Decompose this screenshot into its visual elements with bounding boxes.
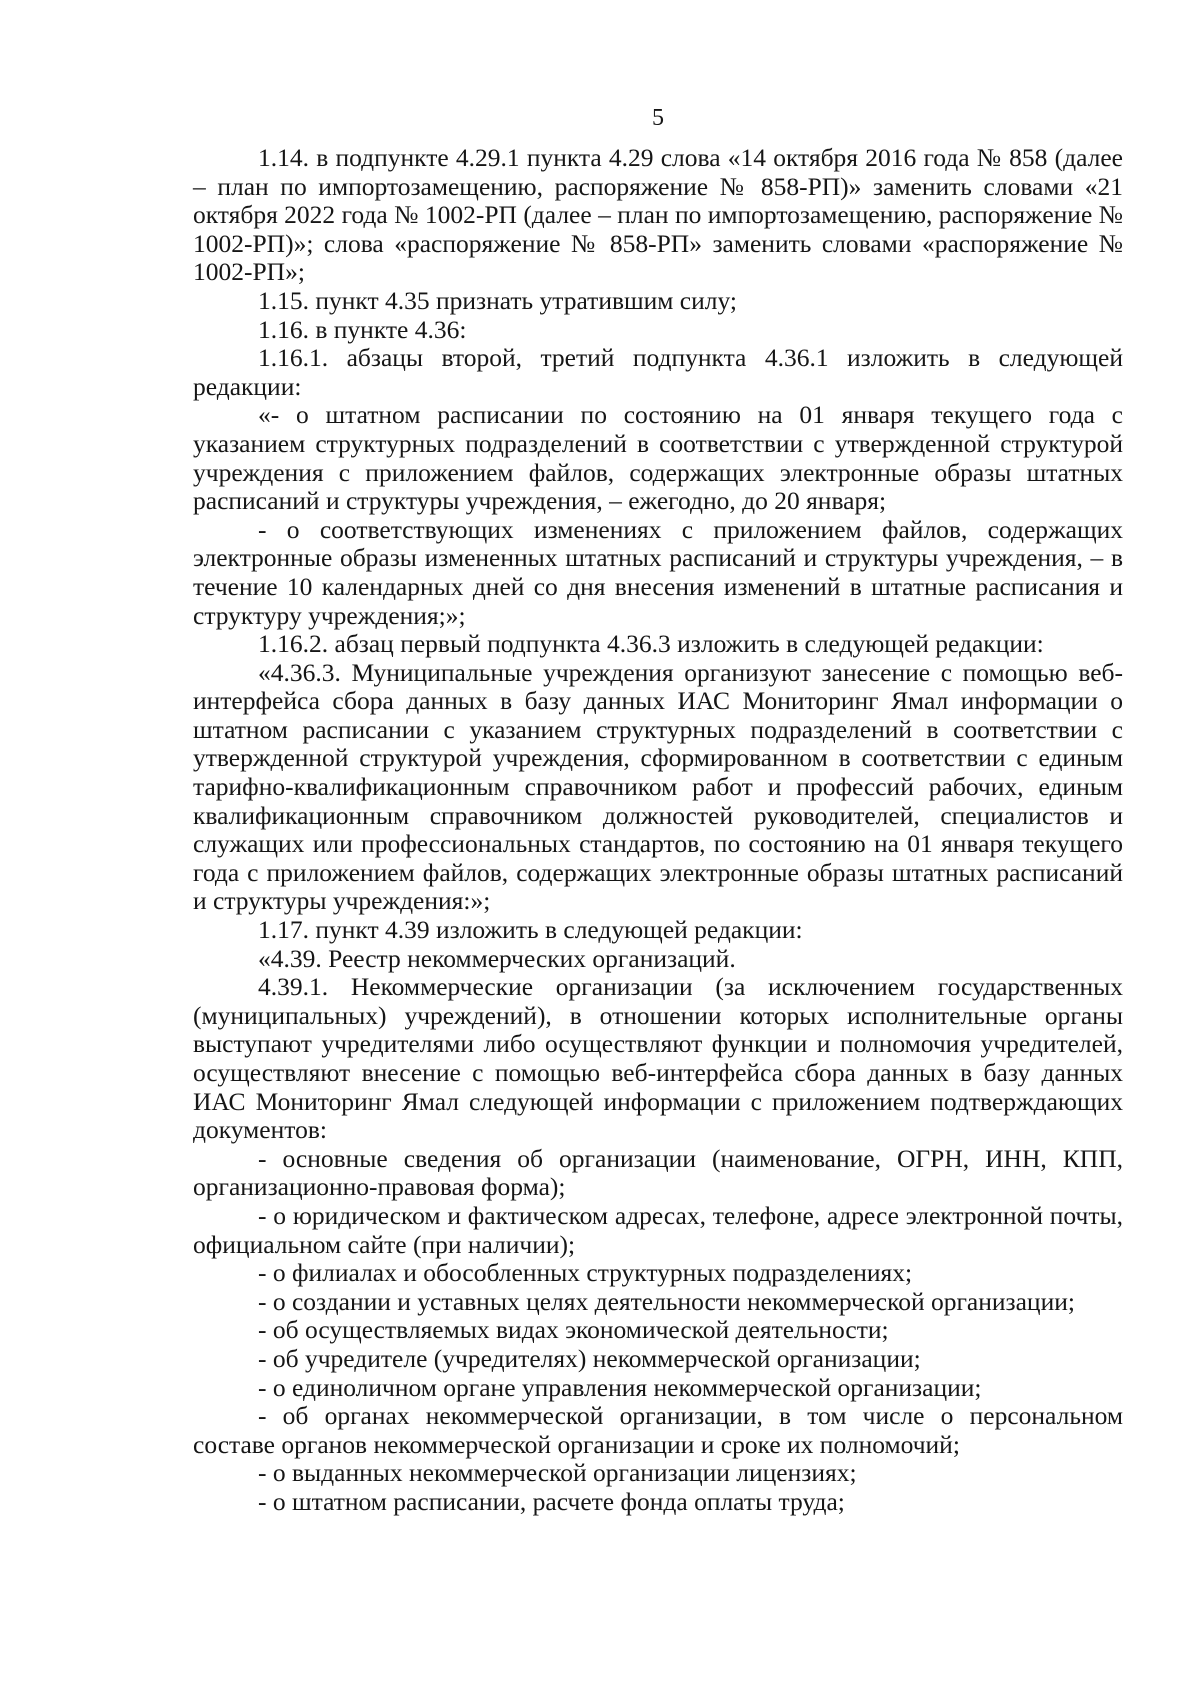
paragraph-quote-staffing: «- о штатном расписании по состоянию на 01 января текущего года с указанием структурных подразделений в соответствии с утвержденной структурой учреждения с приложением файлов, содержащих электронные образы штатных расписаний и структуры учреждения, – ежегодно, до 20 января; xyxy=(193,400,1123,516)
paragraph-4-36-3: «4.36.3. Муниципальные учреждения организуют занесение с помощью веб-интерфейса сбора данных в базу данных ИАС Мониторинг Ямал информации о штатном расписании с указанием структурных подразделений в соответствии с утвержденной структурой учреждения, сформированном в соответствии с единым тарифно-квалификационным справочником работ и профессий рабочих, единым квалификационным справочником должностей руководителей, специалистов и служащих или профессиональных стандартов, по состоянию на 01 января текущего года с приложением файлов, содержащих электронные образы штатных расписаний и структуры учреждения:»; xyxy=(193,657,1123,916)
list-item-executive-body: - о единоличном органе управления некоммерческой организации; xyxy=(258,1372,982,1402)
page-number: 5 xyxy=(652,105,664,131)
paragraph-4-39-1: 4.39.1. Некоммерческие организации (за исключением государственных (муниципальных) учреждений), в отношении которых исполнительные органы выступают учредителями либо осуществляют функции и полномочия учредителей, осуществляют внесение с помощью веб-интерфейса сбора данных в базу данных ИАС Мониторинг Ямал следующей информации с приложением подтверждающих документов: xyxy=(193,972,1123,1145)
paragraph-1-16-1: 1.16.1. абзацы второй, третий подпункта 4.36.1 изложить в следующей редакции: xyxy=(193,343,1123,401)
list-item-founders: - об учредителе (учредителях) некоммерческой организации; xyxy=(258,1343,921,1373)
list-item-branches: - о филиалах и обособленных структурных подразделениях; xyxy=(258,1258,913,1288)
paragraph-1-16-2: 1.16.2. абзац первый подпункта 4.36.3 изложить в следующей редакции: xyxy=(258,629,1044,659)
list-item-goals: - о создании и уставных целях деятельности некоммерческой организации; xyxy=(258,1286,1075,1316)
list-item-basic-info: - основные сведения об организации (наименование, ОГРН, ИНН, КПП, организационно-правовая форма); xyxy=(193,1143,1123,1202)
list-item-addresses: - о юридическом и фактическом адресах, телефоне, адресе электронной почты, официальном сайте (при наличии); xyxy=(193,1200,1123,1259)
paragraph-1-17: 1.17. пункт 4.39 изложить в следующей редакции: xyxy=(258,915,803,945)
list-item-staffing: - о штатном расписании, расчете фонда оплаты труда; xyxy=(258,1486,845,1516)
paragraph-4-39: «4.39. Реестр некоммерческих организаций. xyxy=(258,943,736,973)
paragraph-quote-changes: - о соответствующих изменениях с приложением файлов, содержащих электронные образы измененных штатных расписаний и структуры учреждения, – в течение 10 календарных дней со дня внесения изменений в штатные расписания и структуру учреждения;»; xyxy=(193,514,1123,630)
paragraph-1-14: 1.14. в подпункте 4.29.1 пункта 4.29 слова «14 октября 2016 года № 858 (далее – план по импортозамещению, распоряжение № 858-РП)» заменить словами «21 октября 2022 года № 1002-РП (далее – план по импортозамещению, распоряжение № 1002-РП)»; слова «распоряжение № 858-РП» заменить словами «распоряжение № 1002-РП»; xyxy=(193,143,1123,287)
list-item-licenses: - о выданных некоммерческой организации лицензиях; xyxy=(258,1458,857,1488)
list-item-bodies: - об органах некоммерческой организации, в том числе о персональном составе органов некоммерческой организации и сроке их полномочий; xyxy=(193,1401,1123,1459)
paragraph-1-16: 1.16. в пункте 4.36: xyxy=(258,314,467,344)
paragraph-1-15: 1.15. пункт 4.35 признать утратившим силу; xyxy=(258,285,737,315)
list-item-activities: - об осуществляемых видах экономической деятельности; xyxy=(258,1315,889,1345)
document-body xyxy=(193,144,1123,1517)
